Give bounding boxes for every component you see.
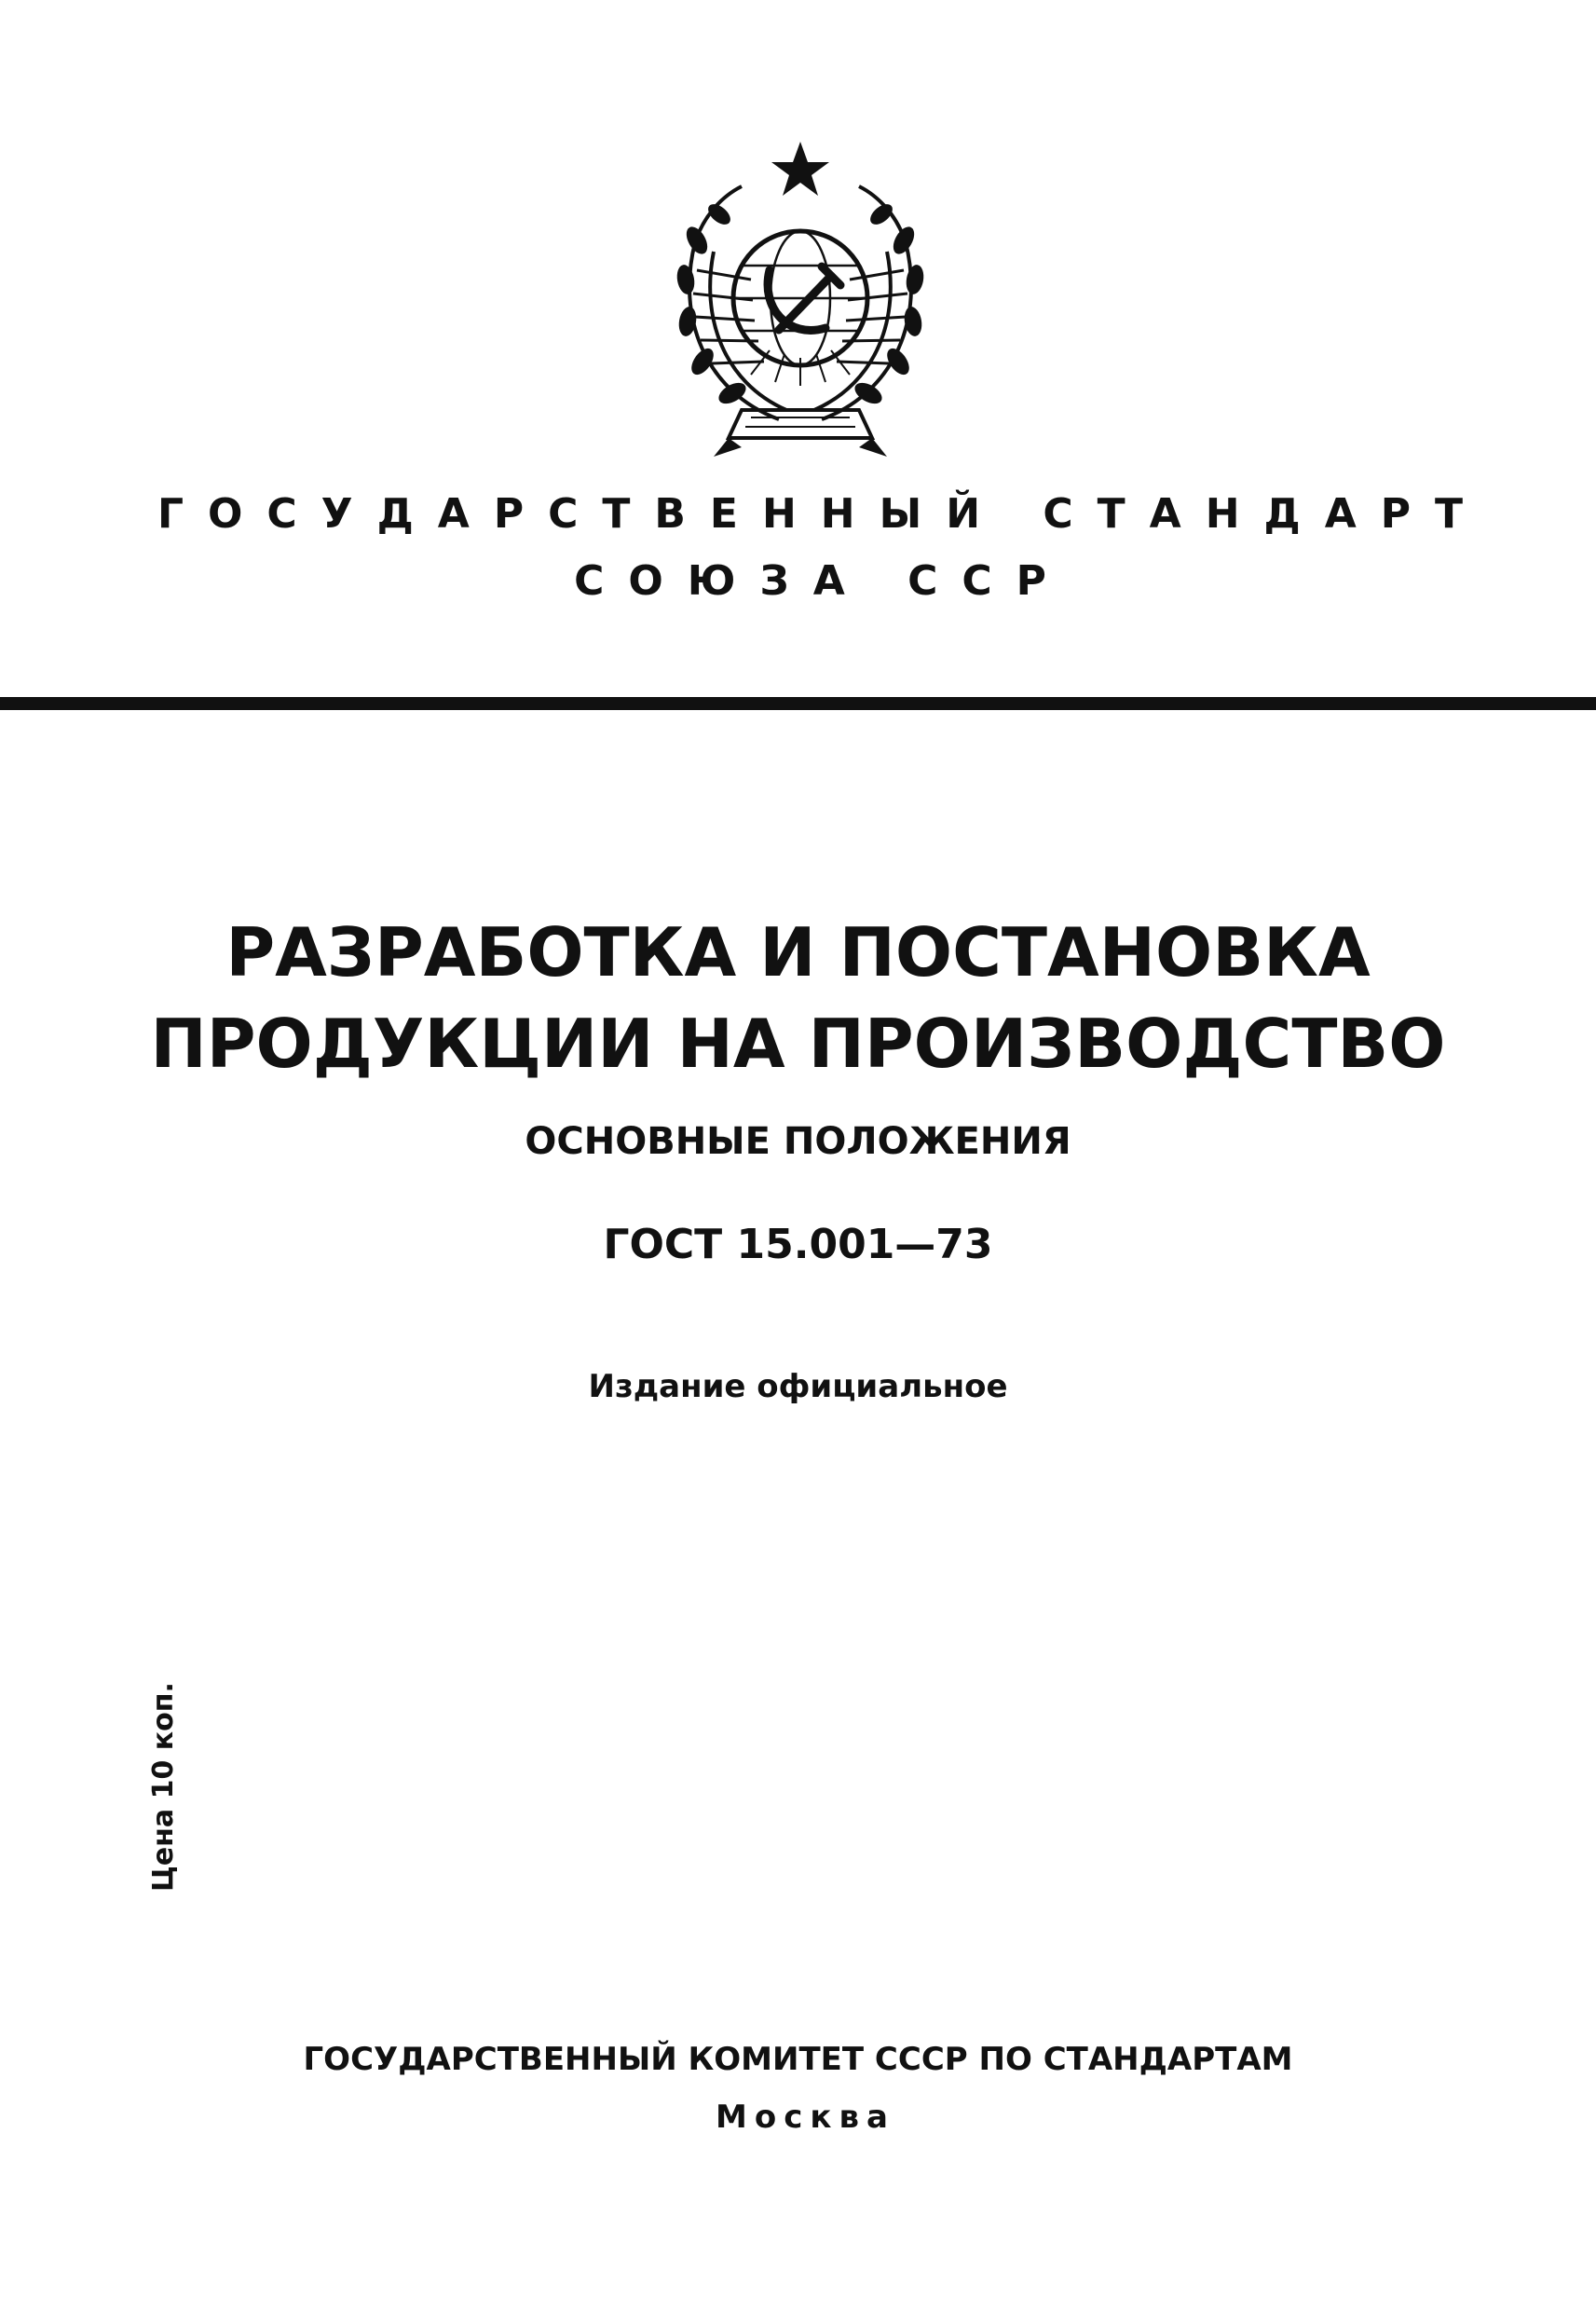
header-title: ГОСУДАРСТВЕННЫЙ СТАНДАРТ — [157, 490, 1488, 538]
star-icon — [771, 142, 829, 196]
state-emblem-icon — [639, 130, 962, 466]
header-subtitle: СОЮЗА ССР — [574, 557, 1071, 605]
divider — [0, 697, 1596, 710]
document-subtitle: ОСНОВНЫЕ ПОЛОЖЕНИЯ — [525, 1120, 1071, 1163]
edition-note: Издание официальное — [588, 1368, 1008, 1405]
document-title-line-2: ПРОДУКЦИИ НА ПРОИЗВОДСТВО — [150, 1005, 1446, 1083]
standard-number: ГОСТ 15.001—73 — [603, 1221, 993, 1268]
publication-city: Москва — [716, 2099, 895, 2136]
publisher: ГОСУДАРСТВЕННЫЙ КОМИТЕТ СССР ПО СТАНДАРТАМ — [303, 2041, 1293, 2078]
document-title-line-1: РАЗРАБОТКА И ПОСТАНОВКА — [225, 913, 1371, 991]
price-label: Цена 10 коп. — [147, 1682, 180, 1892]
